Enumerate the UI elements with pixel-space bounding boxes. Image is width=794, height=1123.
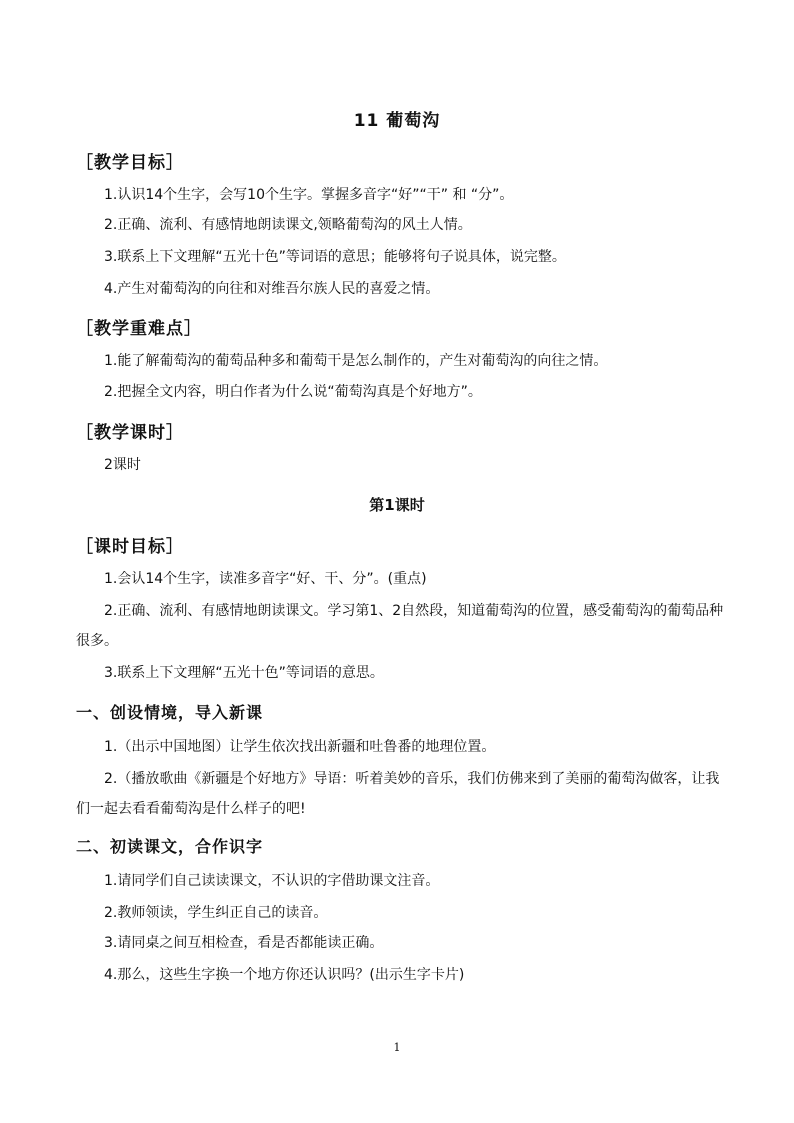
part-one-item-1: 1.（出示中国地图）让学生依次找出新疆和吐鲁番的地理位置。 (104, 739, 496, 755)
goal-item-3: 3.联系上下文理解“五光十色”等词语的意思；能够将句子说具体，说完整。 (104, 249, 566, 265)
page-number: 1 (393, 1041, 401, 1054)
part-two-item-3: 3.请同桌之间互相检查，看是否都能读正确。 (104, 935, 384, 951)
lesson-goal-item-2: 2.正确、流利、有感情地朗读课文。学习第1、2自然段，知道葡萄沟的位置，感受葡萄沟的葡萄品种很多。 (76, 603, 724, 649)
lesson-goal-item-3: 3.联系上下文理解“五光十色”等词语的意思。 (104, 665, 384, 681)
lesson-goals-heading: ［课时目标］ (76, 537, 184, 557)
key-points-heading: ［教学重难点］ (76, 319, 202, 339)
part-two-item-1: 1.请同学们自己读读课文，不认识的字借助课文注音。 (104, 873, 440, 889)
teaching-hours-heading: ［教学课时］ (76, 423, 184, 443)
goal-item-2: 2.正确、流利、有感情地朗读课文,领略葡萄沟的风土人情。 (104, 217, 472, 233)
lesson-goal-item-1: 1.会认14个生字，读准多音字“好、干、分”。(重点) (104, 571, 427, 587)
teaching-goals-heading: ［教学目标］ (76, 153, 184, 173)
part-two-heading: 二、初读课文，合作识字 (76, 837, 264, 856)
goal-item-1: 1.认识14个生字，会写10个生字。掌握多音字“好”“干” 和 “分”。 (104, 187, 514, 203)
part-two-item-2: 2.教师领读，学生纠正自己的读音。 (104, 905, 328, 921)
teaching-hours-value: 2课时 (104, 457, 141, 473)
document-title: 11 葡萄沟 (353, 111, 441, 131)
key-point-item-1: 1.能了解葡萄沟的葡萄品种多和葡萄干是怎么制作的，产生对葡萄沟的向往之情。 (104, 353, 608, 369)
goal-item-4: 4.产生对葡萄沟的向往和对维吾尔族人民的喜爱之情。 (104, 281, 440, 297)
part-one-heading: 一、创设情境，导入新课 (76, 703, 264, 722)
key-point-item-2: 2.把握全文内容，明白作者为什么说“葡萄沟真是个好地方”。 (104, 384, 482, 400)
part-two-item-4: 4.那么，这些生字换一个地方你还认识吗？(出示生字卡片) (104, 967, 465, 983)
part-one-item-2: 2.（播放歌曲《新疆是个好地方》导语：听着美妙的音乐，我们仿佛来到了美丽的葡萄沟做客，让我们一起去看看葡萄沟是什么样子的吧! (76, 771, 720, 817)
lesson-title: 第1课时 (369, 496, 425, 514)
